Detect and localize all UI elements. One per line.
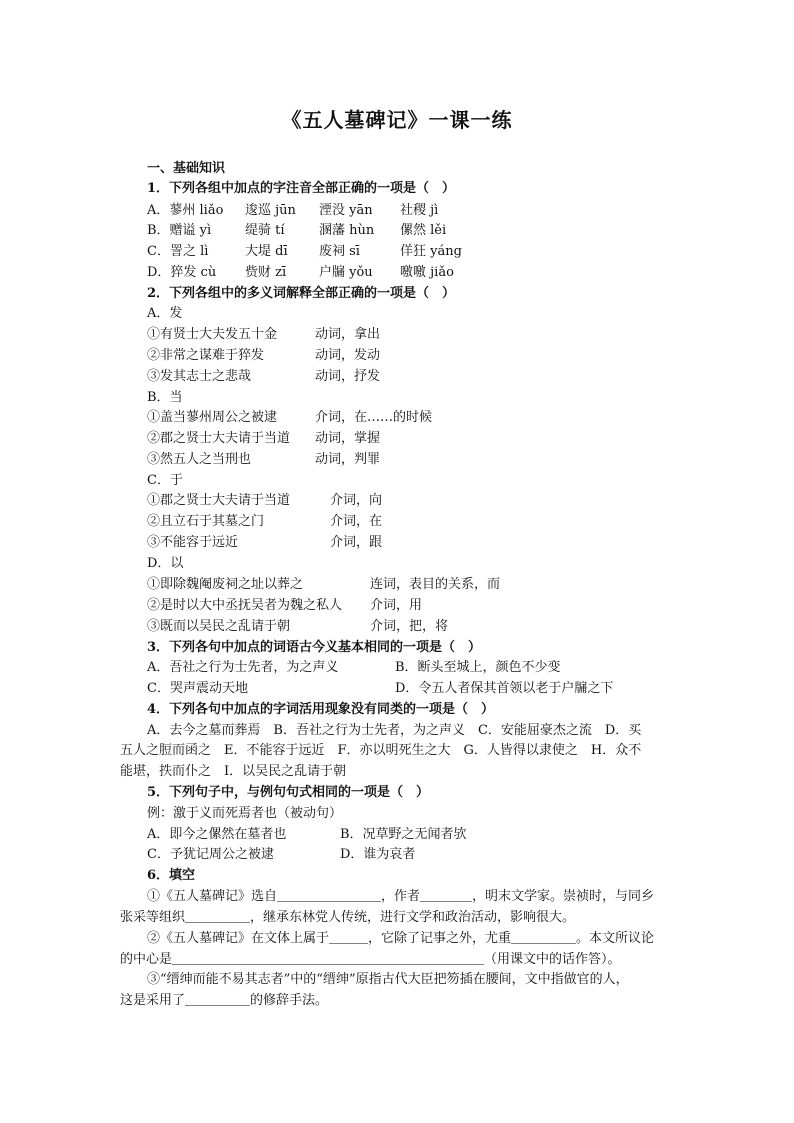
q3-option-b: B．断头至城上，颜色不少变: [395, 660, 561, 675]
q2-item-sentence: ③不能容于远近: [147, 535, 239, 550]
question-6-stem: 6．填空: [147, 868, 196, 883]
q1-option-cell: 社稷 jì: [400, 203, 439, 218]
q1-option-cell: 缇骑 tí: [245, 223, 285, 238]
q5-option-c: C．予犹记周公之被逮: [147, 847, 274, 862]
fill-blank-line: ①《五人墓碑记》选自＿＿＿＿＿＿＿＿，作者＿＿＿＿，明末文学家。崇祯时，与同乡: [147, 889, 655, 904]
q2-item-gloss: 介词，在……的时候: [315, 410, 433, 425]
q1-option-cell: 噭噭 jiǎo: [400, 265, 454, 280]
fill-blank-line: 张采等组织＿＿＿＿＿，继承东林党人传统，进行文学和政治活动，影响很大。: [120, 910, 576, 925]
q1-option-cell: 傫然 lěi: [400, 223, 447, 238]
q2-item-sentence: ①郡之贤士大夫请于当道: [147, 493, 291, 508]
q2-item-sentence: ③既而以吴民之乱请于朝: [147, 619, 291, 634]
q5-example: 例：激于义而死焉者也（被动句）: [147, 806, 343, 821]
q2-item-sentence: ②且立石于其墓之门: [147, 514, 265, 529]
q3-option-c: C．哭声震动天地: [147, 681, 248, 696]
q2-item-sentence: ①即除魏阉废祠之址以葬之: [147, 577, 304, 592]
question-4-stem: 4．下列各句中加点的字词活用现象没有同类的一项是（ ）: [147, 702, 495, 717]
q5-option-d: D．谁为哀者: [340, 847, 416, 862]
q1-option-cell: B．赠谥 yì: [147, 223, 212, 238]
q1-option-cell: 户牖 yǒu: [319, 265, 373, 280]
question-3-stem: 3．下列各句中加点的词语古今义基本相同的一项是（ ）: [147, 640, 482, 655]
q2-item-sentence: ①盖当蓼州周公之被逮: [147, 410, 278, 425]
q1-option-cell: C．詈之 lì: [147, 244, 209, 259]
q2-item-sentence: ②是时以大中丞抚吴者为魏之私人: [147, 598, 343, 613]
q3-option-d: D．令五人者保其首领以老于户牖之下: [395, 681, 614, 696]
q1-option-cell: 赀财 zī: [245, 265, 287, 280]
question-2-stem: 2．下列各组中的多义词解释全部正确的一项是（ ）: [147, 286, 456, 301]
q5-option-a: A．即今之傫然在墓者也: [147, 827, 287, 842]
q1-option-cell: D．猝发 cù: [147, 265, 217, 280]
fill-blank-line: 这是采用了＿＿＿＿＿的修辞手法。: [120, 993, 329, 1008]
section-heading: 一、基础知识: [147, 161, 226, 176]
fill-blank-line: ③“缙绅而能不易其志者”中的“缙绅”原指古代大臣把笏插在腰间，文中指做官的人，: [147, 972, 629, 987]
q2-item-gloss: 动词，掌握: [315, 431, 381, 446]
q2-item-sentence: ③发其志士之悲哉: [147, 369, 252, 384]
page-title: 《五人墓碑记》一课一练: [281, 108, 513, 132]
q2-item-sentence: ②郡之贤士大夫请于当道: [147, 431, 291, 446]
q1-option-cell: 大堤 dī: [245, 244, 288, 259]
q2-item-gloss: 动词，抒发: [315, 369, 381, 384]
q2-item-gloss: 介词，在: [330, 514, 383, 529]
q2-item-sentence: ③然五人之当刑也: [147, 452, 252, 467]
q2-item-gloss: 动词，判罪: [315, 452, 381, 467]
q2-item-sentence: ②非常之谋难于猝发: [147, 348, 265, 363]
q2-item-gloss: 介词，用: [370, 598, 423, 613]
q2-item-gloss: 动词，拿出: [315, 327, 381, 342]
q1-option-cell: 逡巡 jūn: [245, 203, 296, 218]
q1-option-cell: 湮没 yān: [319, 203, 373, 218]
q1-option-cell: 废祠 sī: [319, 244, 360, 259]
fill-blank-line: ②《五人墓碑记》在文体上属于＿＿＿，它除了记事之外，尤重＿＿＿＿＿。本文所议论: [147, 931, 655, 946]
q2-item-gloss: 介词，跟: [330, 535, 383, 550]
q4-options-line: 能堪，抶而仆之 I．以吴民之乱请于朝: [120, 764, 347, 779]
q1-option-cell: 佯狂 yáng: [400, 244, 462, 259]
fill-blank-line: 的中心是＿＿＿＿＿＿＿＿＿＿＿＿＿＿＿＿＿＿＿＿＿＿＿＿（用课文中的话作答）。: [120, 952, 621, 967]
q2-item-gloss: 介词，把，将: [370, 619, 449, 634]
q2-group-label: B．当: [147, 390, 183, 405]
q5-option-b: B．况草野之无闻者欤: [340, 827, 467, 842]
q2-item-gloss: 连词，表目的关系，而: [370, 577, 501, 592]
q3-option-a: A．吾社之行为士先者，为之声义: [147, 660, 339, 675]
q2-group-label: C．于: [147, 473, 183, 488]
question-5-stem: 5．下列句子中，与例句句式相同的一项是（ ）: [147, 785, 430, 800]
q4-options-line: A．去今之墓而葬焉 B．吾社之行为士先者，为之声义 C．安能屈豪杰之流 D．买: [147, 723, 642, 738]
q2-item-sentence: ①有贤士大夫发五十金: [147, 327, 278, 342]
q2-group-label: A．发: [147, 306, 183, 321]
q1-option-cell: 溷藩 hùn: [319, 223, 375, 238]
q4-options-line: 五人之脰而函之 E．不能容于远近 F．亦以明死生之大 G．人皆得以隶使之 H．众不: [120, 743, 642, 758]
q1-option-cell: A．蓼州 liǎo: [147, 203, 224, 218]
q2-item-gloss: 动词，发动: [315, 348, 381, 363]
q2-group-label: D．以: [147, 556, 184, 571]
q2-item-gloss: 介词，向: [330, 493, 383, 508]
question-1-stem: 1．下列各组中加点的字注音全部正确的一项是（ ）: [147, 181, 456, 196]
